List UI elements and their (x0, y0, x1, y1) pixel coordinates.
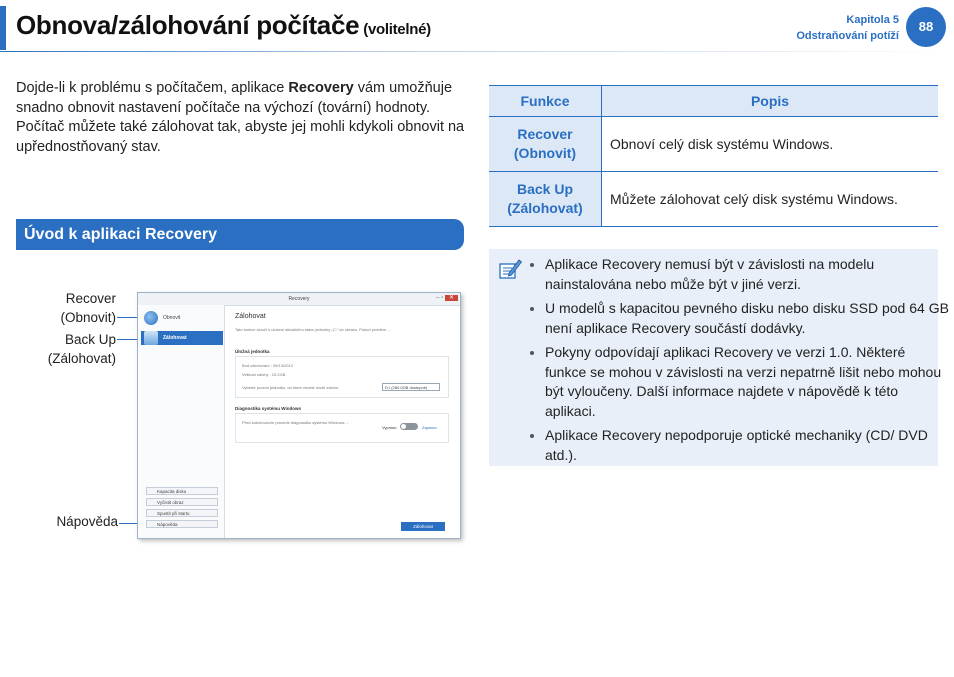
backup-icon (144, 331, 158, 345)
diagnostics-text: Před zálohováním provede diagnostiku systému Windows ... (242, 420, 349, 425)
functions-table (489, 85, 938, 227)
side-button-help[interactable]: Nápověda (146, 520, 218, 528)
table-cell-function (489, 172, 602, 227)
window-controls (436, 294, 458, 301)
callout-recover: Recover (Obnovit) (60, 291, 116, 325)
chapter-name: Odstraňování potíží (796, 30, 899, 42)
function-name-cz: (Obnovit) (513, 145, 577, 161)
function-name: Recover (517, 126, 573, 142)
callout-backup: Back Up (Zálohovat) (47, 332, 116, 366)
drive-dropdown[interactable]: D:\ (280.0GB dostupné) (382, 383, 440, 391)
app-description: Tato funkce slouží k uložení aktuálního stavu jednotky „C:“ do obrazu. Pokud problém ... (235, 327, 391, 332)
side-button-startup[interactable]: Spustit při startu (146, 509, 218, 517)
diagnostics-group-title: Diagnostika systému Windows (235, 406, 301, 411)
app-sidebar (138, 305, 225, 538)
storage-group-title: Úložná jednotka (235, 349, 270, 354)
note-box (489, 249, 949, 466)
intro-bold-recovery: Recovery (288, 80, 354, 96)
backup-point-text: Bod zálohování : 09/13/2012 (242, 363, 293, 368)
intro-text-2: vám umožňuje snadno obnovit nastavení počítače na výchozí (tovární) hodnoty. Počítač můžete také zálohovat tak, abyste jej mohli kdykoli obnovit na upřednostňovaný stav. (16, 80, 465, 155)
page-number-badge: 88 (906, 7, 946, 47)
minimize-maximize-icons[interactable]: – ▫ (436, 295, 444, 301)
close-icon[interactable]: ✕ (445, 295, 458, 301)
side-button-capacity[interactable]: Kapacita disku (146, 487, 218, 495)
table-cell-function (489, 117, 602, 172)
nav-backup-label: Zálohovat (163, 335, 187, 341)
note-item: • Aplikace Recovery nemusí být v závislosti na modelu nainstalována nebo může být v jiné verzi. (545, 255, 949, 294)
toggle-on-label: Zapnuto (422, 425, 437, 430)
table-cell-description: Můžete zálohovat celý disk systému Windows. (602, 172, 939, 227)
backup-start-button[interactable]: Zálohovat (401, 522, 445, 531)
note-list (525, 255, 949, 470)
title-divider (0, 51, 954, 52)
section-heading: Úvod k aplikaci Recovery (16, 219, 464, 250)
app-main-heading: Zálohovat (235, 313, 266, 320)
function-name-cz: (Zálohovat) (507, 200, 583, 216)
recover-icon (144, 311, 158, 325)
intro-text-1: Dojde-li k problému s počítačem, aplikace (16, 80, 289, 96)
table-header-description: Popis (602, 86, 939, 117)
chapter-label: Kapitola 5 (846, 14, 899, 26)
toggle-off-label: Vypnuto (382, 425, 397, 430)
page-title-text: Obnova/zálohování počítače (16, 10, 360, 40)
note-item: • Aplikace Recovery nepodporuje optické mechaniky (CD/ DVD atd.). (545, 426, 949, 465)
table-header-row (489, 86, 938, 117)
callout-help: Nápověda (56, 514, 118, 529)
note-pencil-icon (497, 256, 523, 282)
table-row (489, 117, 938, 172)
table-header-function: Funkce (489, 86, 602, 117)
table-row (489, 172, 938, 227)
page-title-suffix: (volitelné) (363, 21, 431, 38)
function-name: Back Up (516, 181, 574, 197)
note-item: • U modelů s kapacitou pevného disku nebo disku SSD pod 64 GB není aplikace Recovery součástí dodávky. (545, 299, 949, 338)
backup-size-text: Velikost zálohy : 15.2GB (242, 372, 286, 377)
select-drive-text: Vyberte prosím jednotku, do které chcete uložit zálohu. (242, 385, 340, 390)
side-button-clean[interactable]: Vyčistit obraz (146, 498, 218, 506)
table-cell-description: Obnoví celý disk systému Windows. (602, 117, 939, 172)
storage-group (235, 356, 449, 398)
note-item: • Pokyny odpovídají aplikaci Recovery ve verzi 1.0. Některé funkce se mohou v závislosti na verzi nepatrně lišit nebo mohou být vyloučeny. Další informace najdete v nápovědě k této aplikaci. (545, 343, 949, 421)
recovery-app-screenshot (137, 292, 461, 539)
chapter-info (796, 12, 899, 44)
diagnostics-toggle[interactable] (400, 423, 418, 430)
app-title: Recovery (288, 296, 310, 302)
nav-recover[interactable] (141, 311, 223, 325)
intro-paragraph (16, 79, 466, 157)
nav-recover-label: Obnovit (163, 315, 181, 321)
title-accent-bar (0, 6, 6, 50)
nav-backup[interactable] (141, 331, 223, 345)
page-title (16, 10, 431, 41)
